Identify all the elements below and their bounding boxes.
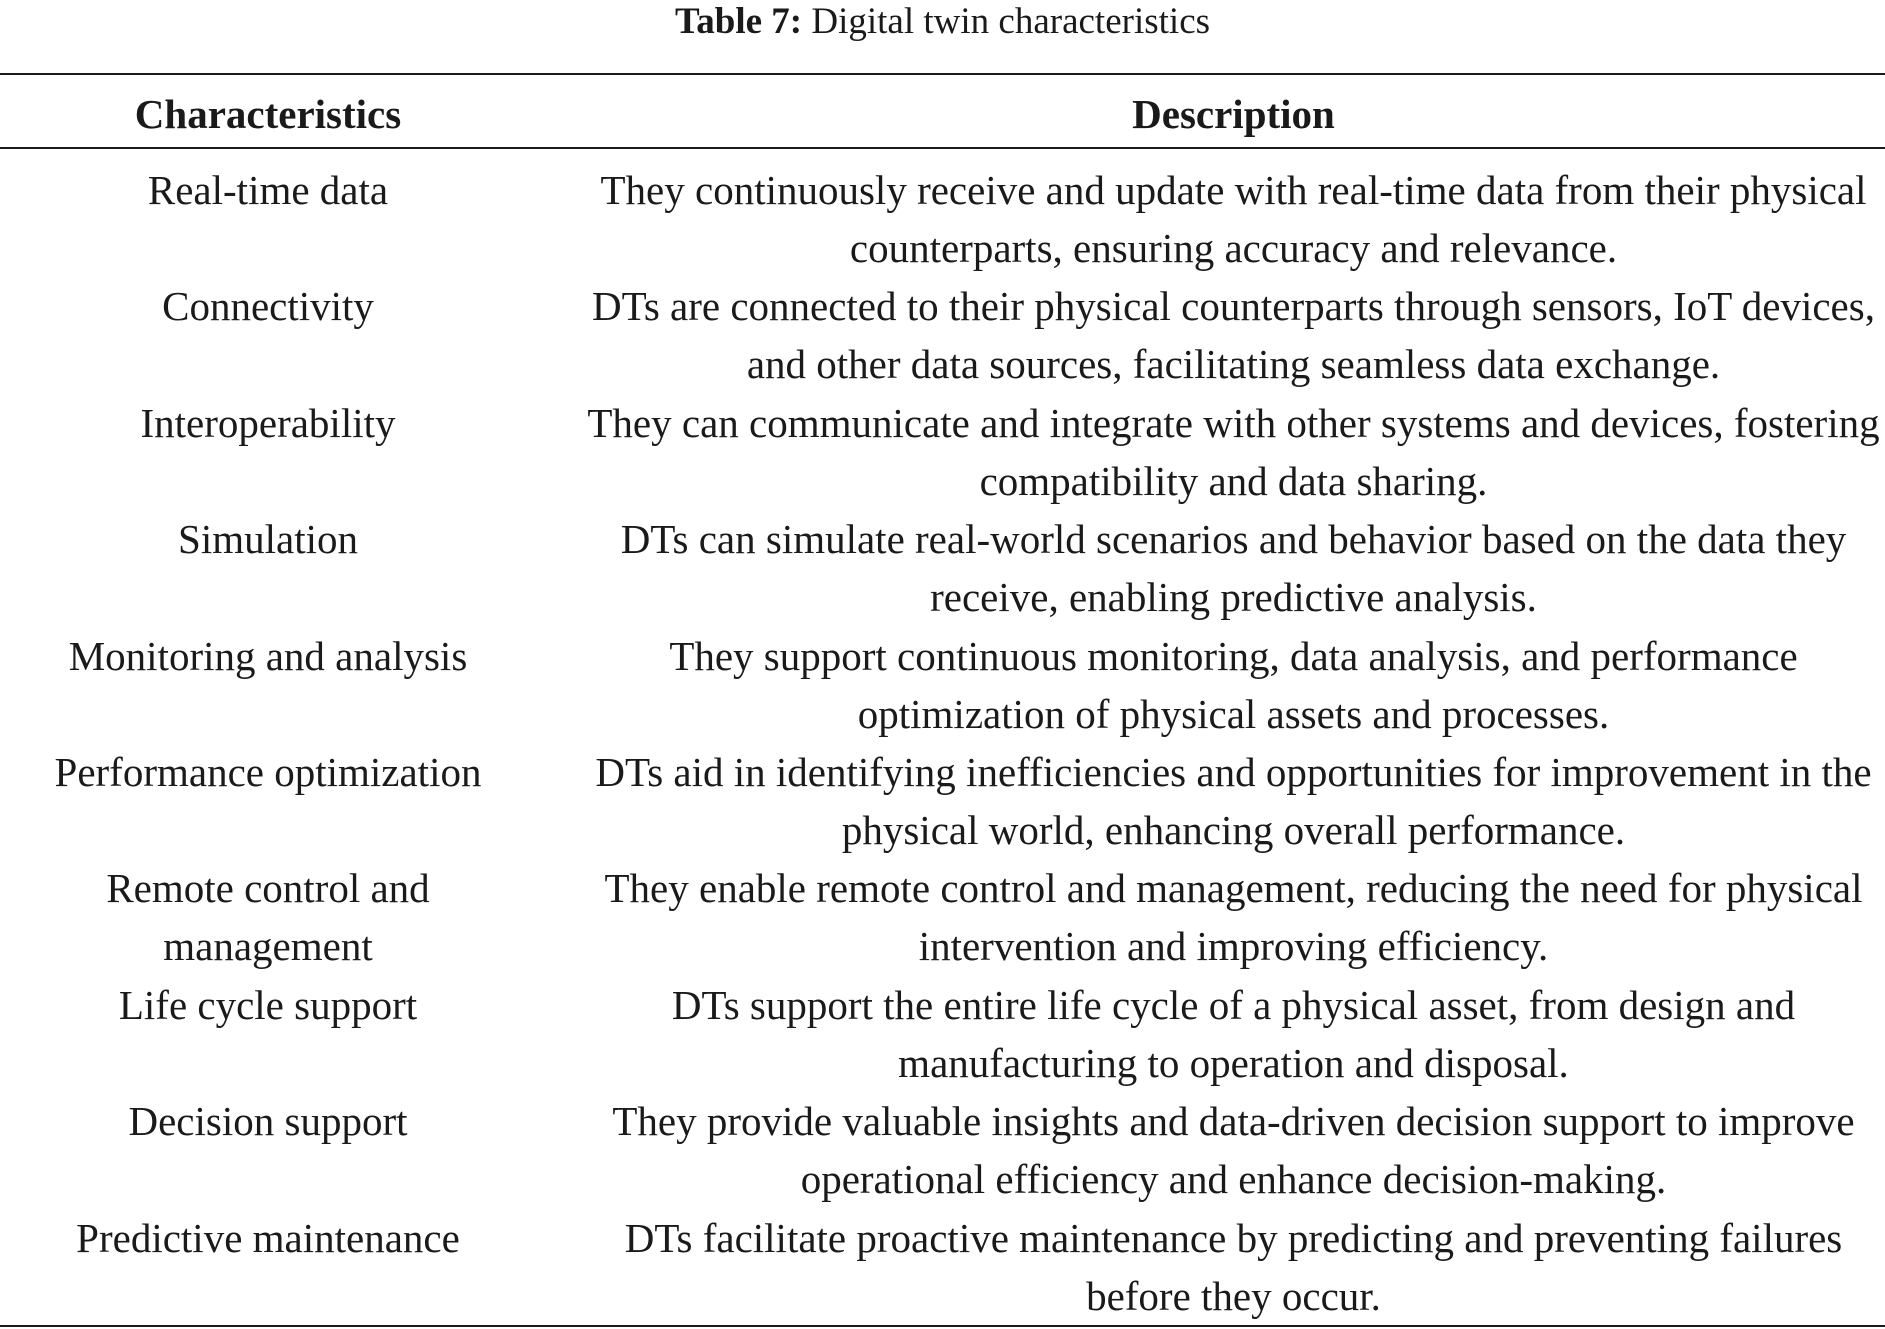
description-cell: They support continuous monitoring, data analysis, and performance optimization of physical assets and processes. (669, 632, 1798, 737)
characteristic-cell: Connectivity (162, 283, 374, 330)
characteristic-cell: Interoperability (140, 399, 396, 446)
table-number: Table 7: (674, 1, 803, 42)
column-header-characteristics: Characteristics (134, 91, 402, 137)
description-cell: DTs aid in identifying inefficiencies and opportunities for improvement in the physical world, enhancing overall performance. (595, 748, 1872, 853)
table-row (0, 277, 1885, 393)
characteristic-cell: Simulation (178, 516, 358, 563)
characteristic-cell: Decision support (128, 1098, 408, 1145)
characteristic-cell: Monitoring and analysis (68, 632, 468, 679)
characteristic-cell: Performance optimization (54, 748, 482, 795)
header-rule (0, 147, 1885, 149)
table-row (0, 859, 1885, 975)
characteristic-cell: Life cycle support (118, 981, 418, 1028)
description-cell: They continuously receive and update with real-time data from their physical counterparts, ensuring accuracy and relevance. (600, 167, 1867, 271)
characteristic-cell: Predictive maintenance (76, 1214, 460, 1261)
column-header-description: Description (1132, 91, 1335, 137)
table-row (0, 161, 1885, 277)
table-header (0, 86, 1885, 142)
table-row (0, 394, 1885, 510)
table-row (0, 627, 1885, 743)
table-title: Digital twin characteristics (811, 1, 1211, 42)
description-cell: They can communicate and integrate with other systems and devices, fostering compatibility and data sharing. (587, 399, 1880, 504)
description-cell: DTs can simulate real-world scenarios and behavior based on the data they receive, enabling predictive analysis. (620, 516, 1847, 621)
top-rule (0, 73, 1885, 75)
description-cell: They enable remote control and management, reducing the need for physical intervention and improving efficiency. (604, 865, 1863, 970)
table-row (0, 1209, 1885, 1325)
table-caption (0, 0, 1885, 44)
table-row (0, 1092, 1885, 1208)
table-body (0, 161, 1885, 1325)
description-cell: DTs are connected to their physical counterparts through sensors, IoT devices, and other data sources, facilitating seamless data exchange. (592, 283, 1875, 388)
description-cell: They provide valuable insights and data-driven decision support to improve operational efficiency and enhance decision-making. (612, 1098, 1855, 1203)
table-row (0, 510, 1885, 626)
characteristic-cell: Remote control and management (106, 865, 430, 970)
characteristic-cell: Real-time data (147, 167, 389, 213)
table-row (0, 976, 1885, 1092)
description-cell: DTs facilitate proactive maintenance by predicting and preventing failures before they occur. (624, 1214, 1843, 1319)
description-cell: DTs support the entire life cycle of a physical asset, from design and manufacturing to operation and disposal. (671, 981, 1796, 1086)
table-row (0, 743, 1885, 859)
bottom-rule (0, 1325, 1885, 1327)
